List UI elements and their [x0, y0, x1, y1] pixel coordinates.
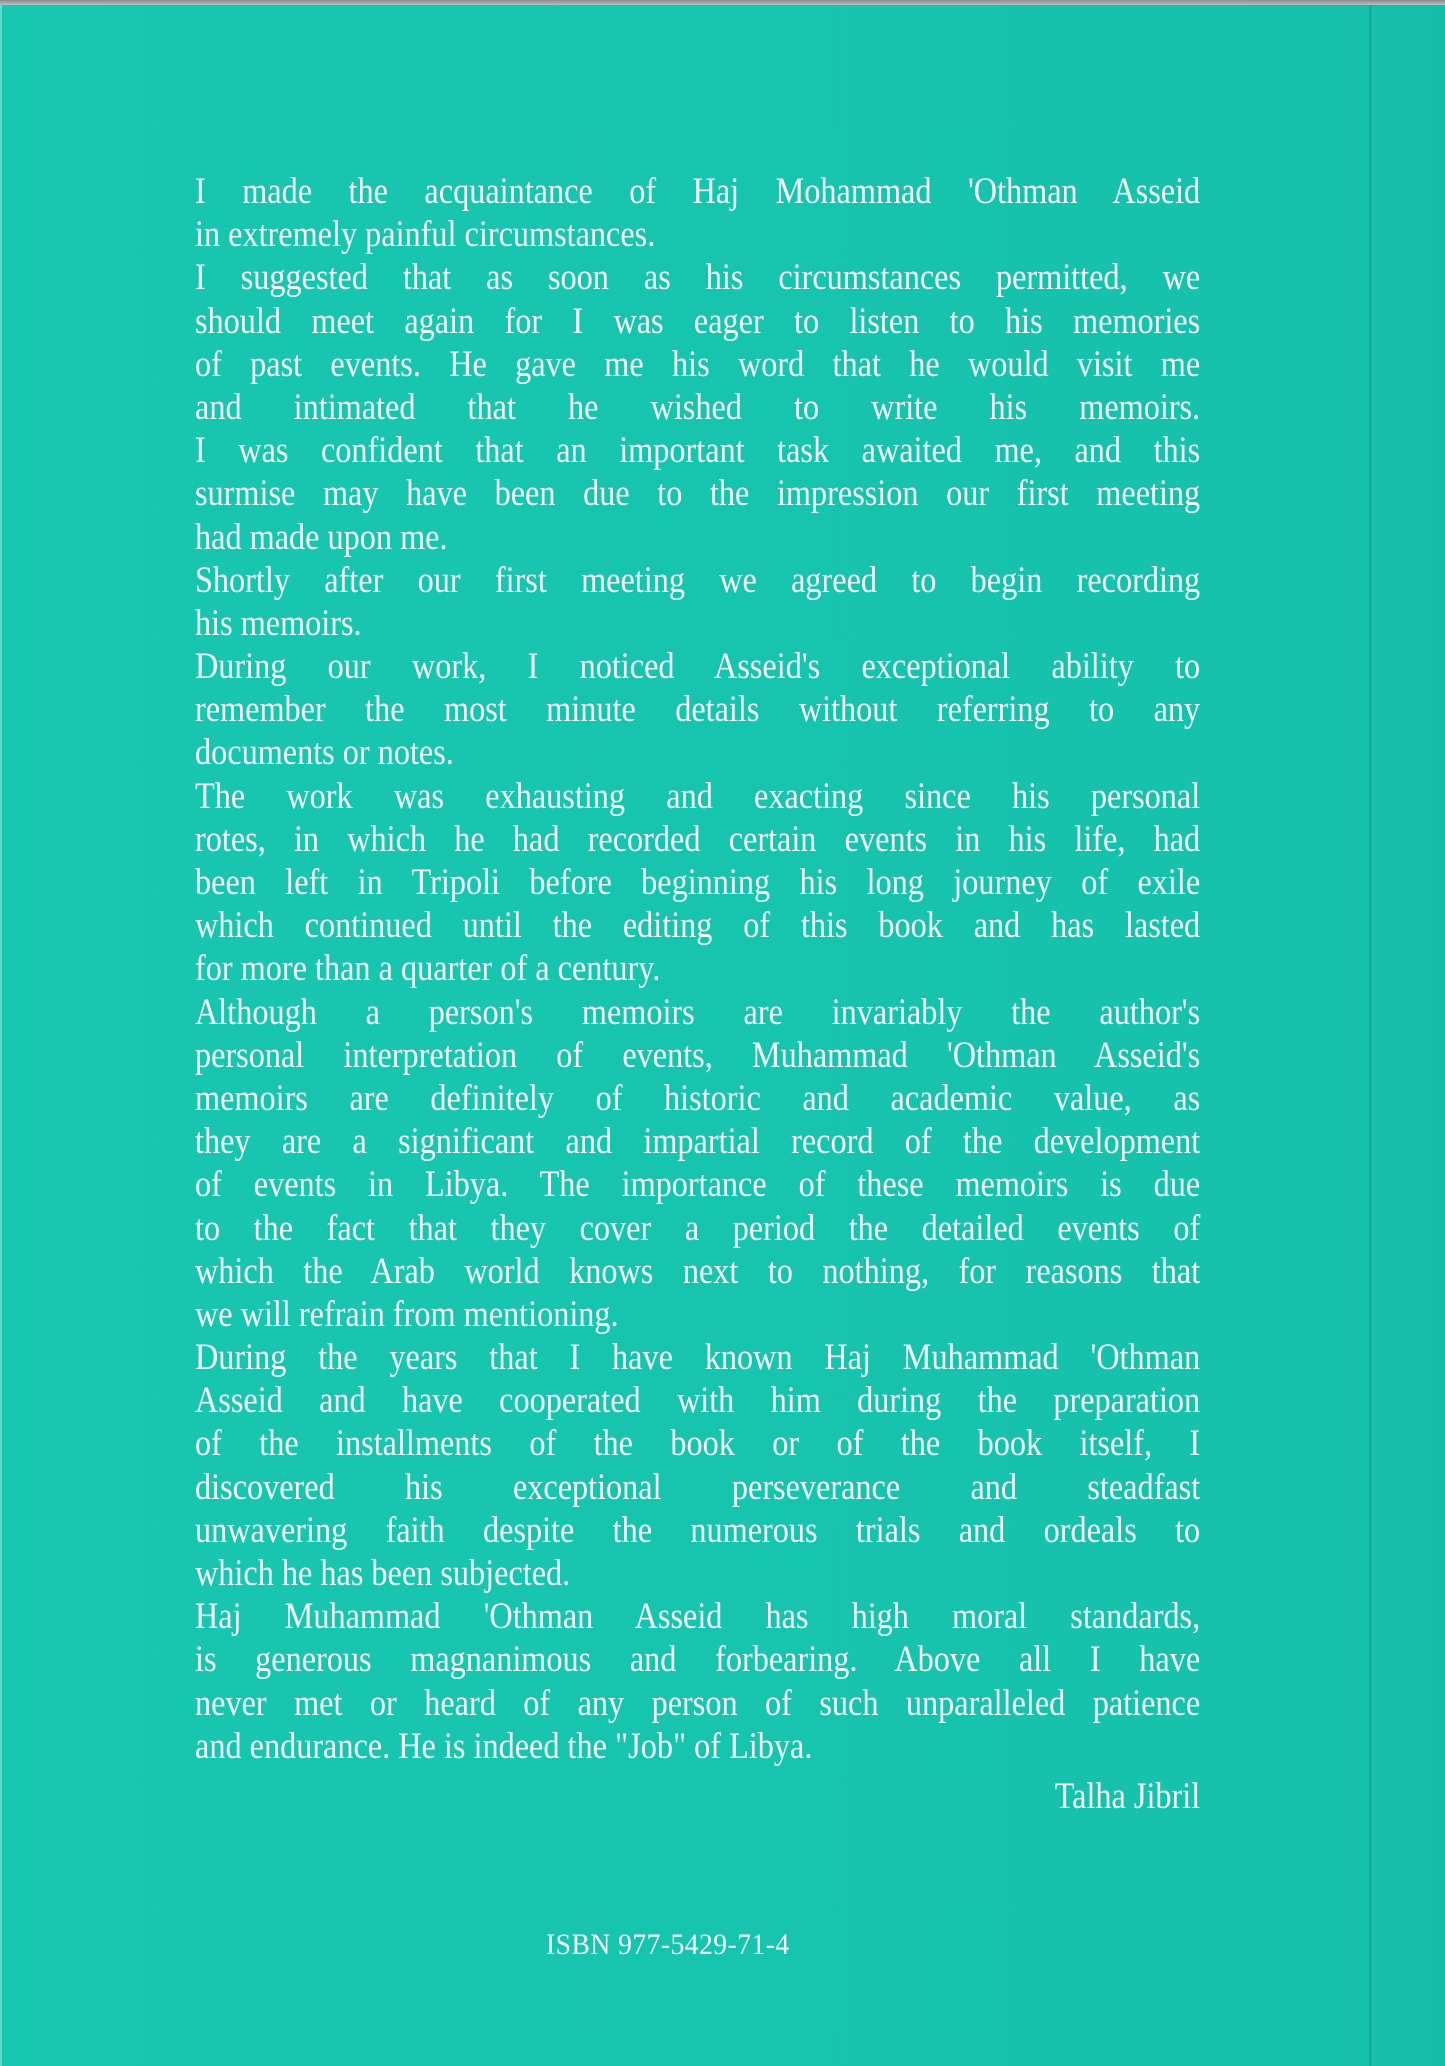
text-line: I suggested that as soon as his circumstances permitted, we: [195, 257, 1201, 299]
cover-blurb: [195, 170, 1200, 1768]
text-line: of events in Libya. The importance of these memoirs is due: [195, 1164, 1201, 1206]
text-line: discovered his exceptional perseverance and steadfast: [195, 1466, 1201, 1508]
text-line: we will refrain from mentioning.: [195, 1293, 619, 1335]
text-line: memoirs are definitely of historic and academic value, as: [195, 1077, 1201, 1119]
text-line: During the years that I have known Haj Muhammad 'Othman: [195, 1337, 1201, 1379]
paragraph: [195, 991, 1200, 1337]
text-line: personal interpretation of events, Muhammad 'Othman Asseid's: [195, 1034, 1201, 1076]
text-line: had made upon me.: [195, 516, 448, 558]
text-line: to the fact that they cover a period the detailed events of: [195, 1207, 1201, 1249]
text-line: and endurance. He is indeed the "Job" of Libya.: [195, 1725, 813, 1767]
text-line: been left in Tripoli before beginning his long journey of exile: [195, 862, 1201, 903]
text-line: Haj Muhammad 'Othman Asseid has high moral standards,: [195, 1596, 1201, 1638]
text-line: and intimated that he wished to write his memoirs.: [195, 386, 1201, 428]
text-line: never met or heard of any person of such unparalleled patience: [195, 1682, 1201, 1724]
paragraph: [195, 775, 1200, 991]
text-line: Although a person's memoirs are invariably the author's: [195, 991, 1201, 1033]
text-line: of past events. He gave me his word that he would visit me: [195, 343, 1201, 385]
text-line: which he has been subjected.: [195, 1553, 571, 1594]
text-line: I was confident that an important task awaited me, and this: [195, 430, 1201, 472]
text-line: During our work, I noticed Asseid's exceptional ability to: [195, 646, 1201, 688]
paragraph: [195, 1595, 1200, 1768]
paragraph: [195, 559, 1200, 645]
text-line: his memoirs.: [195, 602, 362, 644]
text-line: which the Arab world knows next to nothing, for reasons that: [195, 1250, 1201, 1292]
cover-left-edge: [0, 5, 2, 2066]
text-line: is generous magnanimous and forbearing. Above all I have: [195, 1639, 1201, 1681]
text-line: Shortly after our first meeting we agreed to begin recording: [195, 559, 1201, 601]
paragraph: [195, 645, 1200, 775]
text-line: Asseid and have cooperated with him during the preparation: [195, 1380, 1201, 1422]
text-line: I made the acquaintance of Haj Mohammad 'Othman Asseid: [195, 171, 1201, 212]
text-line: The work was exhausting and exacting since his personal: [195, 775, 1201, 817]
text-line: they are a significant and impartial record of the development: [195, 1121, 1201, 1163]
spine-fold-line: [1369, 5, 1372, 2066]
paragraph: [195, 429, 1200, 559]
text-line: which continued until the editing of this book and has lasted: [195, 905, 1201, 947]
paragraph: [195, 170, 1200, 256]
text-line: should meet again for I was eager to listen to his memories: [195, 300, 1201, 342]
text-line: for more than a quarter of a century.: [195, 948, 661, 990]
text-line: in extremely painful circumstances.: [195, 214, 656, 256]
text-line: unwavering faith despite the numerous trials and ordeals to: [195, 1509, 1201, 1551]
author-signature: Talha Jibril: [1054, 1776, 1200, 1817]
text-line: rotes, in which he had recorded certain events in his life, had: [195, 818, 1201, 860]
text-line: of the installments of the book or of the book itself, I: [195, 1423, 1201, 1465]
paragraph: [195, 256, 1200, 429]
text-line: documents or notes.: [195, 732, 454, 774]
text-line: surmise may have been due to the impression our first meeting: [195, 473, 1201, 515]
isbn-number: ISBN 977-5429-71-4: [546, 1928, 790, 1961]
paragraph: [195, 1336, 1200, 1595]
text-line: remember the most minute details without referring to any: [195, 689, 1201, 731]
